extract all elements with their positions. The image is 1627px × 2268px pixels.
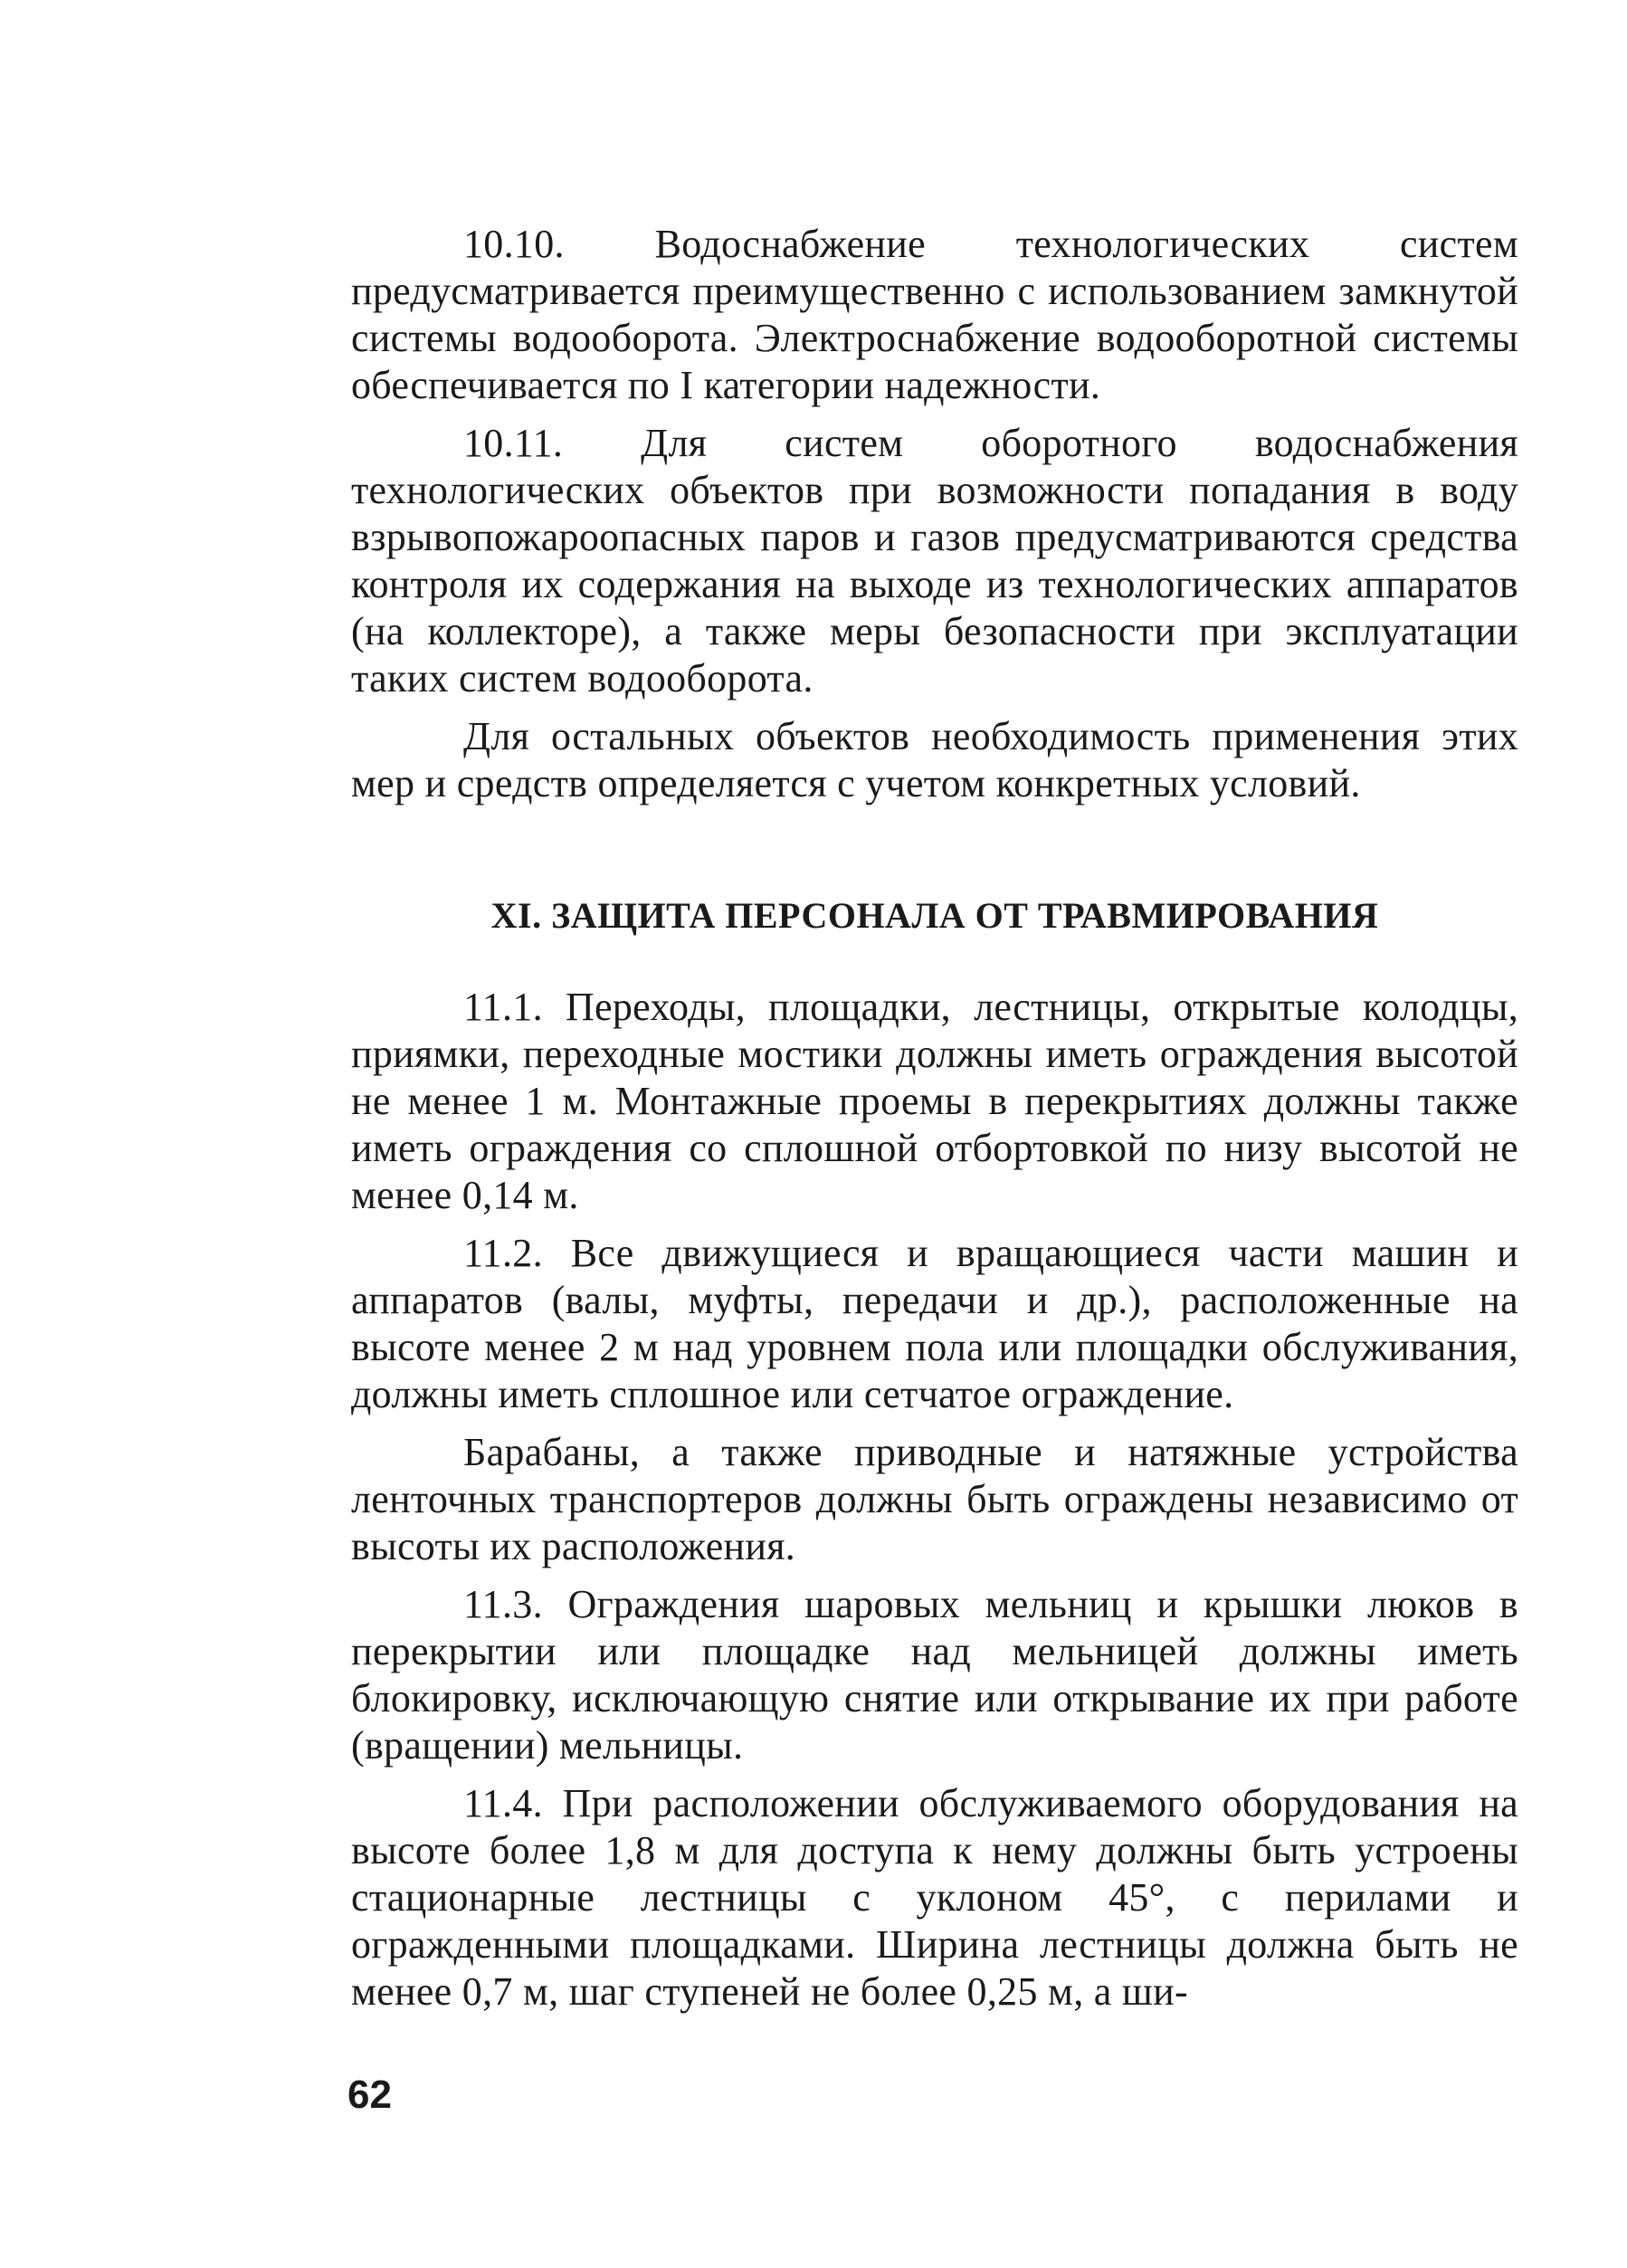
- paragraph-10-10: 10.10. Водоснабжение технологических систем предусматривается преимущественно с использованием замкнутой системы водооборота. Электроснабжение водооборотной системы обеспечивается по I категории надежности.: [351, 222, 1518, 407]
- paragraph-11-4: 11.4. При расположении обслуживаемого оборудования на высоте более 1,8 м для доступа к нему должны быть устроены стационарные лестницы с уклоном 45°, с перилами и огражденными площадками. Ширина лестницы должна быть не менее 0,7 м, шаг ступеней не более 0,25 м, а ши-: [351, 1781, 1518, 2014]
- page-number: 62: [347, 2073, 392, 2117]
- spacer: [351, 807, 1518, 894]
- spacer: [351, 937, 1518, 984]
- paragraph-11-1: 11.1. Переходы, площадки, лестницы, открытые колодцы, приямки, переходные мостики должны иметь ограждения высотой не менее 1 м. Монтажные проемы в перекрытиях должны также иметь ограждения со сплошной отбортовкой по низу высотой не менее 0,14 м.: [351, 985, 1518, 1217]
- paragraph-11-2: 11.2. Все движущиеся и вращающиеся части машин и аппаратов (валы, муфты, передачи и др.), расположенные на высоте менее 2 м над уровнем пола или площадки обслуживания, должны иметь сплошное или сетчатое ограждение.: [351, 1231, 1518, 1416]
- text-column: [351, 221, 1518, 2015]
- section-heading: XI. ЗАЩИТА ПЕРСОНАЛА ОТ ТРАВМИРОВАНИЯ: [490, 895, 1379, 936]
- paragraph-drums: Барабаны, а также приводные и натяжные устройства ленточных транспортеров должны быть ограждены независимо от высоты их расположения.: [351, 1430, 1518, 1568]
- paragraph-11-3: 11.3. Ограждения шаровых мельниц и крышки люков в перекрытии или площадке над мельницей должны иметь блокировку, исключающую снятие или открывание их при работе (вращении) мельницы.: [351, 1582, 1518, 1768]
- paragraph-other-objects: Для остальных объектов необходимость применения этих мер и средств определяется с учетом конкретных условий.: [351, 714, 1518, 805]
- paragraph-10-11: 10.11. Для систем оборотного водоснабжения технологических объектов при возможности попадания в воду взрывопожароопасных паров и газов предусматриваются средства контроля их содержания на выходе из технологических аппаратов (на коллекторе), а также меры безопасности при эксплуатации таких систем водооборота.: [351, 421, 1518, 700]
